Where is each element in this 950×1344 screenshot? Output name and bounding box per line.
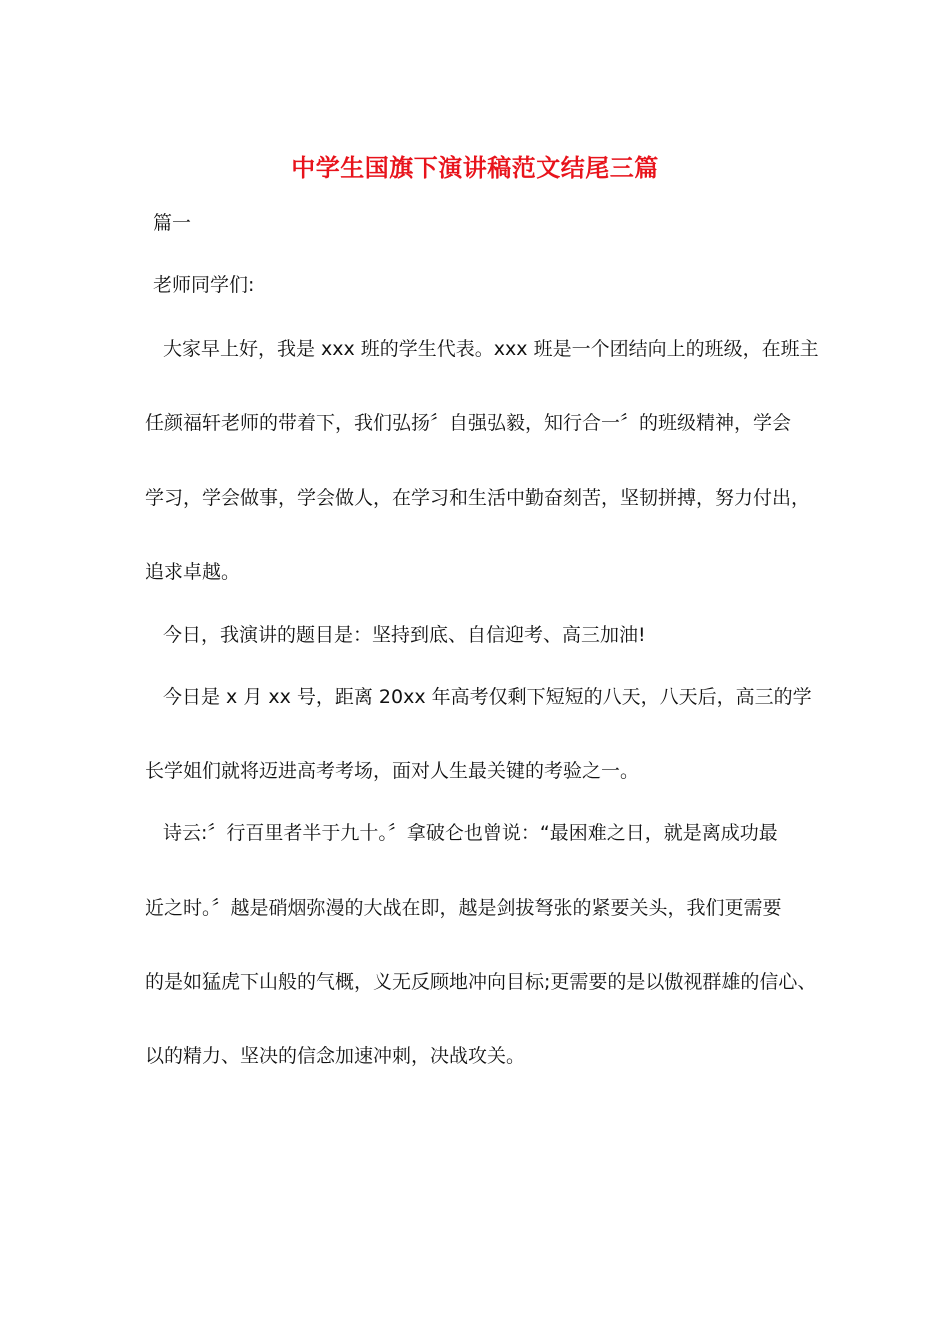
paragraph-line: 近之时。〞越是硝烟弥漫的大战在即，越是剑拔弩张的紧要关头，我们更需要 [145,897,782,919]
section-heading: 篇一 [153,212,192,234]
paragraph-line: 诗云:〞行百里者半于九十。〞拿破仑也曾说：“最困难之日，就是离成功最 [163,822,778,844]
paragraph-line: 今日是 x 月 xx 号，距离 20xx 年高考仅剩下短短的八天，八天后，高三的学 [163,686,812,708]
salutation: 老师同学们: [153,274,255,296]
paragraph-line: 大家早上好，我是 xxx 班的学生代表。xxx 班是一个团结向上的班级，在班主 [163,338,819,360]
paragraph-line: 任颜福轩老师的带着下，我们弘扬〞自强弘毅，知行合一〞的班级精神，学会 [145,412,792,434]
paragraph-line: 以的精力、坚决的信念加速冲刺，决战攻关。 [145,1045,526,1067]
paragraph-line: 今日，我演讲的题目是：坚持到底、自信迎考、高三加油! [163,624,646,646]
paragraph-line: 长学姐们就将迈进高考考场，面对人生最关键的考验之一。 [145,760,640,782]
paragraph-line: 学习，学会做事，学会做人，在学习和生活中勤奋刻苦，坚韧拼搏，努力付出， [145,487,811,509]
document-title: 中学生国旗下演讲稿范文结尾三篇 [291,154,659,182]
paragraph-line: 追求卓越。 [145,561,241,583]
paragraph-line: 的是如猛虎下山般的气概，义无反顾地冲向目标;更需要的是以傲视群雄的信心、 [145,971,817,993]
